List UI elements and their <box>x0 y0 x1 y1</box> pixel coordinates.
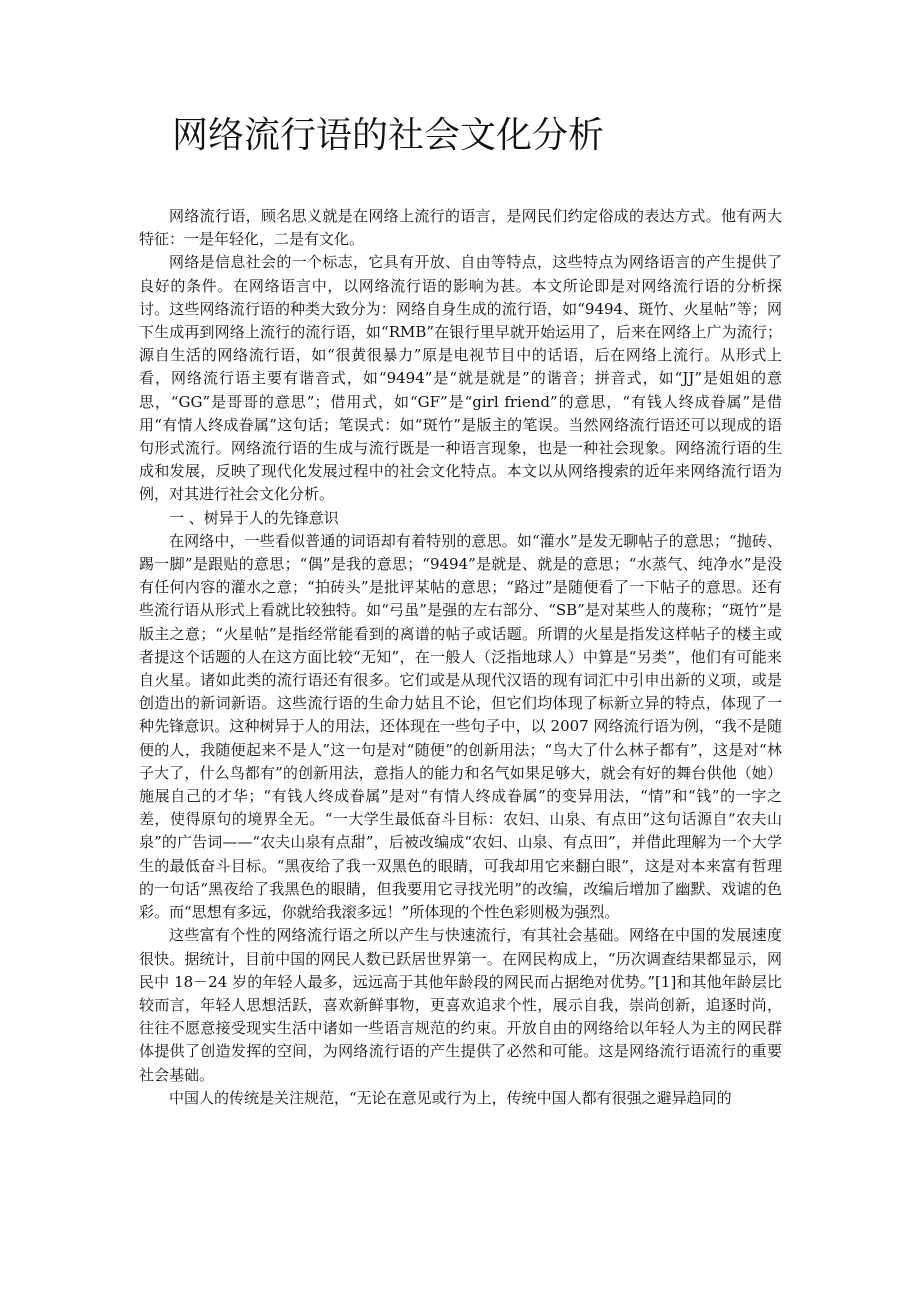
document-body <box>139 205 782 1110</box>
document-title: 网络流行语的社会文化分析 <box>172 115 605 156</box>
examples-paragraph: 在网络中，一些看似普通的词语却有着特别的意思。如“灌水”是发无聊帖子的意思；“抛砖、踢一脚”是跟贴的意思；“偶”是我的意思；“9494”是就是、就是的意思；“水蒸气、纯净水”是没有任何内容的灌水之意；“拍砖头”是批评某帖的意思；“路过”是随便看了一下帖子的意思。还有些流行语从形式上看就比较独特。如“弓虽”是强的左右部分、“SB”是对某些人的蔑称；“斑竹”是版主之意；“火星帖”是指经常能看到的离谱的帖子或话题。所谓的火星是指发这样帖子的楼主或者提这个话题的人在这方面比较“无知”，在一般人（泛指地球人）中算是“另类”，他们有可能来自火星。诸如此类的流行语还有很多。它们或是从现代汉语的现有词汇中引申出新的义项，或是创造出的新词新语。这些流行语的生命力姑且不论，但它们均体现了标新立异的特点，体现了一种先锋意识。这种树异于人的用法，还体现在一些句子中，以 2007 网络流行语为例，“我不是随便的人，我随便起来不是人”这一句是对“随便”的创新用法；“鸟大了什么林子都有”，这是对“林子大了，什么鸟都有”的创新用法，意指人的能力和名气如果足够大，就会有好的舞台供他（她）施展自己的才华；“有钱人终成眷属”是对“有情人终成眷属”的变异用法，“情”和“钱”的一字之差，使得原句的境界全无。“一大学生最低奋斗目标：农妇、山泉、有点田”这句话源自“农夫山泉”的广告词——“农夫山泉有点甜”，后被改编成“农妇、山泉、有点田”，并借此理解为一个大学生的最低奋斗目标。“黑夜给了我一双黑色的眼睛，可我却用它来翻白眼”，这是对本来富有哲理的一句话“黑夜给了我黑色的眼睛，但我要用它寻找光明”的改编，改编后增加了幽默、戏谑的色彩。而“思想有多远，你就给我滚多远！”所体现的个性色彩则极为强烈。 <box>139 531 782 922</box>
intro-paragraph: 网络流行语，顾名思义就是在网络上流行的语言，是网民们约定俗成的表达方式。他有两大特征：一是年轻化，二是有文化。 <box>139 207 782 249</box>
overview-paragraph: 网络是信息社会的一个标志，它具有开放、自由等特点，这些特点为网络语言的产生提供了良好的条件。在网络语言中，以网络流行语的影响为甚。本文所论即是对网络流行语的分析探讨。这些网络流行语的种类大致分为：网络自身生成的流行语，如“9494、斑竹、火星帖”等；网下生成再到网络上流行的流行语，如“RMB”在银行里早就开始运用了，后来在网络上广为流行；源自生活的网络流行语，如“很黄很暴力”原是电视节目中的话语，后在网络上流行。从形式上看，网络流行语主要有谐音式，如“9494”是“就是就是”的谐音；拼音式，如“JJ”是姐姐的意思，“GG”是哥哥的意思”；借用式，如“GF”是“girl friend”的意思，“有钱人终成眷属”是借用“有情人终成眷属”这句话；笔误式：如“斑竹”是版主的笔误。当然网络流行语还可以现成的语句形式流行。网络流行语的生成与流行既是一种语言现象，也是一种社会现象。网络流行语的生成和发展，反映了现代化发展过程中的社会文化特点。本文以从网络搜索的近年来网络流行语为例，对其进行社会文化分析。 <box>139 253 782 504</box>
section-heading: 一 、树异于人的先锋意识 <box>169 508 339 527</box>
tradition-paragraph: 中国人的传统是关注规范，“无论在意见或行为上，传统中国人都有很强之避异趋同的 <box>169 1088 732 1107</box>
social-basis-paragraph: 这些富有个性的网络流行语之所以产生与快速流行，有其社会基础。网络在中国的发展速度很快。据统计，目前中国的网民人数已跃居世界第一。在网民构成上，“历次调查结果都显示，网民中 18－24 岁的年轻人最多，远远高于其他年龄段的网民而占据绝对优势。”[1]和其他年龄层比较而言，年轻人思想活跃，喜欢新鲜事物，更喜欢追求个性，展示自我，崇尚创新，追逐时尚，往往不愿意接受现实生活中诸如一些语言规范的约束。开放自由的网络给以年轻人为主的网民群体提供了创造发挥的空间，为网络流行语的产生提供了必然和可能。这是网络流行语流行的重要社会基础。 <box>139 926 782 1084</box>
